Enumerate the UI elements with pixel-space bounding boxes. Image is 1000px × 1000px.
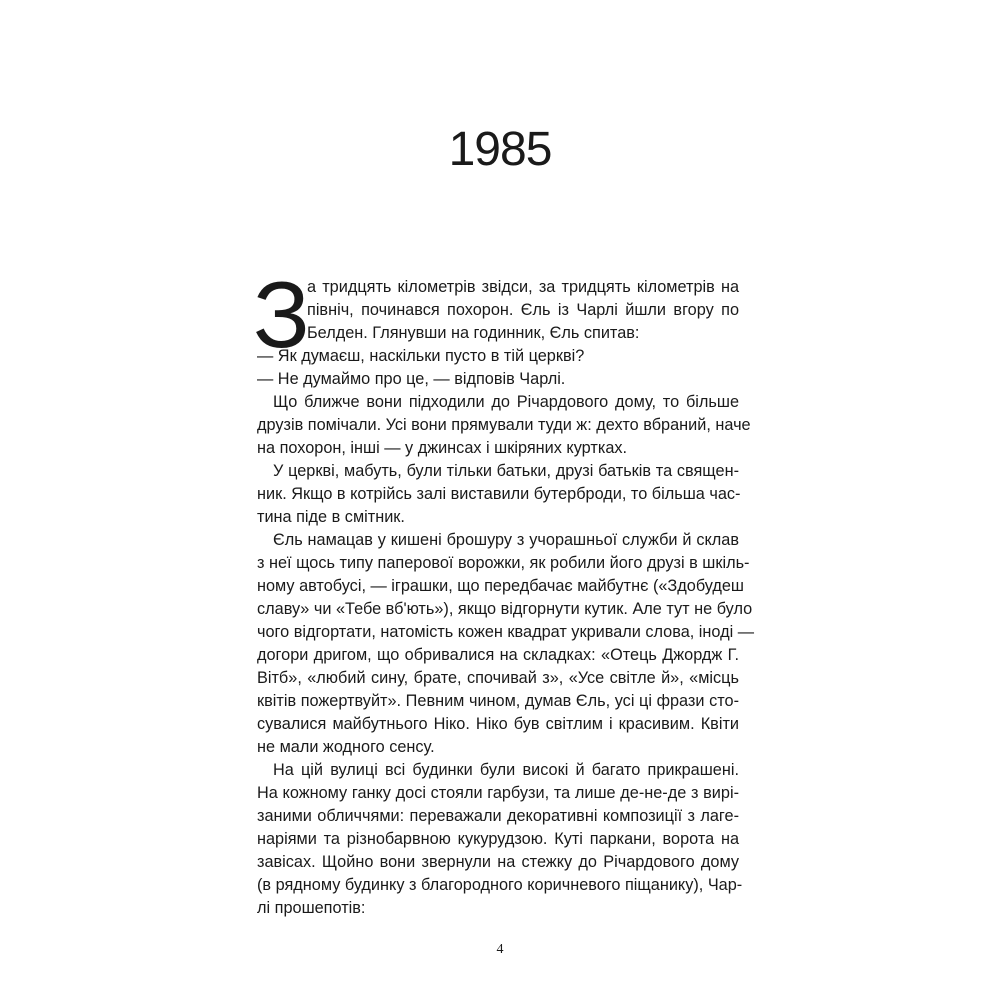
paragraph — [257, 529, 755, 759]
paragraph — [257, 391, 751, 460]
text-line: на похорон, інші — у джинсах і шкіряних куртках. — [257, 439, 628, 457]
text-line: Єль намацав у кишені брошуру з учорашньої служби й склав — [273, 531, 739, 549]
paragraph-dialogue-2 — [257, 368, 739, 391]
text-line: славу» чи «Тебе вб'ють»), якщо відгорнути кутик. Але тут не було — [257, 600, 753, 618]
text-line: завісах. Щойно вони звернули на стежку до Річардового дому — [257, 853, 739, 871]
text-line: У церкві, мабуть, були тільки батьки, друзі батьків та священ- — [273, 462, 739, 480]
drop-cap: З — [253, 262, 310, 367]
text-line: Вітб», «любий сину, брате, спочивай з», «Усе світле й», «місць — [257, 669, 739, 687]
text-line: ник. Якщо в котрійсь залі виставили бутерброди, то більша час- — [257, 485, 741, 503]
text-line: догори дригом, що обривалися на складках: «Отець Джордж Г. — [257, 646, 739, 664]
paragraph — [257, 460, 739, 529]
text-line: з неї щось типу паперової ворожки, як робили його друзі в шкіль- — [257, 554, 750, 572]
text-line: заними обличчями: переважали декоративні композиції з лаге- — [257, 807, 739, 825]
text-line: тина піде в смітник. — [257, 508, 405, 526]
text-line: На кожному ганку досі стояли гарбузи, та лише де-не-де з вирі- — [257, 784, 739, 802]
chapter-title: 1985 — [448, 123, 552, 176]
paragraph — [257, 759, 743, 920]
text-line: Що ближче вони підходили до Річардового дому, то більше — [273, 393, 739, 411]
text-line: ному автобусі, — іграшки, що передбачає майбутнє («Здобудеш — [257, 577, 744, 595]
body-text — [253, 262, 755, 920]
text-line: квітів пожертвуйт». Певним чином, думав Єль, усі ці фрази сто- — [257, 692, 739, 710]
text-line: — Як думаєш, наскільки пусто в тій церкві? — [257, 347, 585, 365]
text-line: (в рядному будинку з благородного коричневого піщанику), Чар- — [257, 876, 743, 894]
page-number: 4 — [496, 942, 504, 957]
text-line: чого відгортати, натомість кожен квадрат укривали слова, іноді — — [257, 623, 755, 641]
text-line: На цій вулиці всі будинки були високі й багато прикрашені. — [273, 761, 739, 779]
text-line: не мали жодного сенсу. — [257, 738, 435, 756]
text-line: північ, починався похорон. Єль із Чарлі йшли вгору по — [307, 301, 739, 319]
text-line: лі прошепотів: — [257, 899, 366, 917]
text-line: друзів помічали. Усі вони прямували туди ж: дехто вбраний, наче — [257, 416, 751, 434]
paragraph-dialogue-1 — [257, 345, 739, 368]
text-line: а тридцять кілометрів звідси, за тридцять кілометрів на — [307, 278, 739, 296]
text-line: Белден. Глянувши на годинник, Єль спитав: — [307, 324, 640, 342]
text-line: — Не думаймо про це, — відповів Чарлі. — [257, 370, 566, 388]
text-line: наріями та різнобарвною кукурудзою. Куті паркани, ворота на — [257, 830, 739, 848]
text-line: сувалися майбутнього Ніко. Ніко був світлим і красивим. Квіти — [257, 715, 739, 733]
